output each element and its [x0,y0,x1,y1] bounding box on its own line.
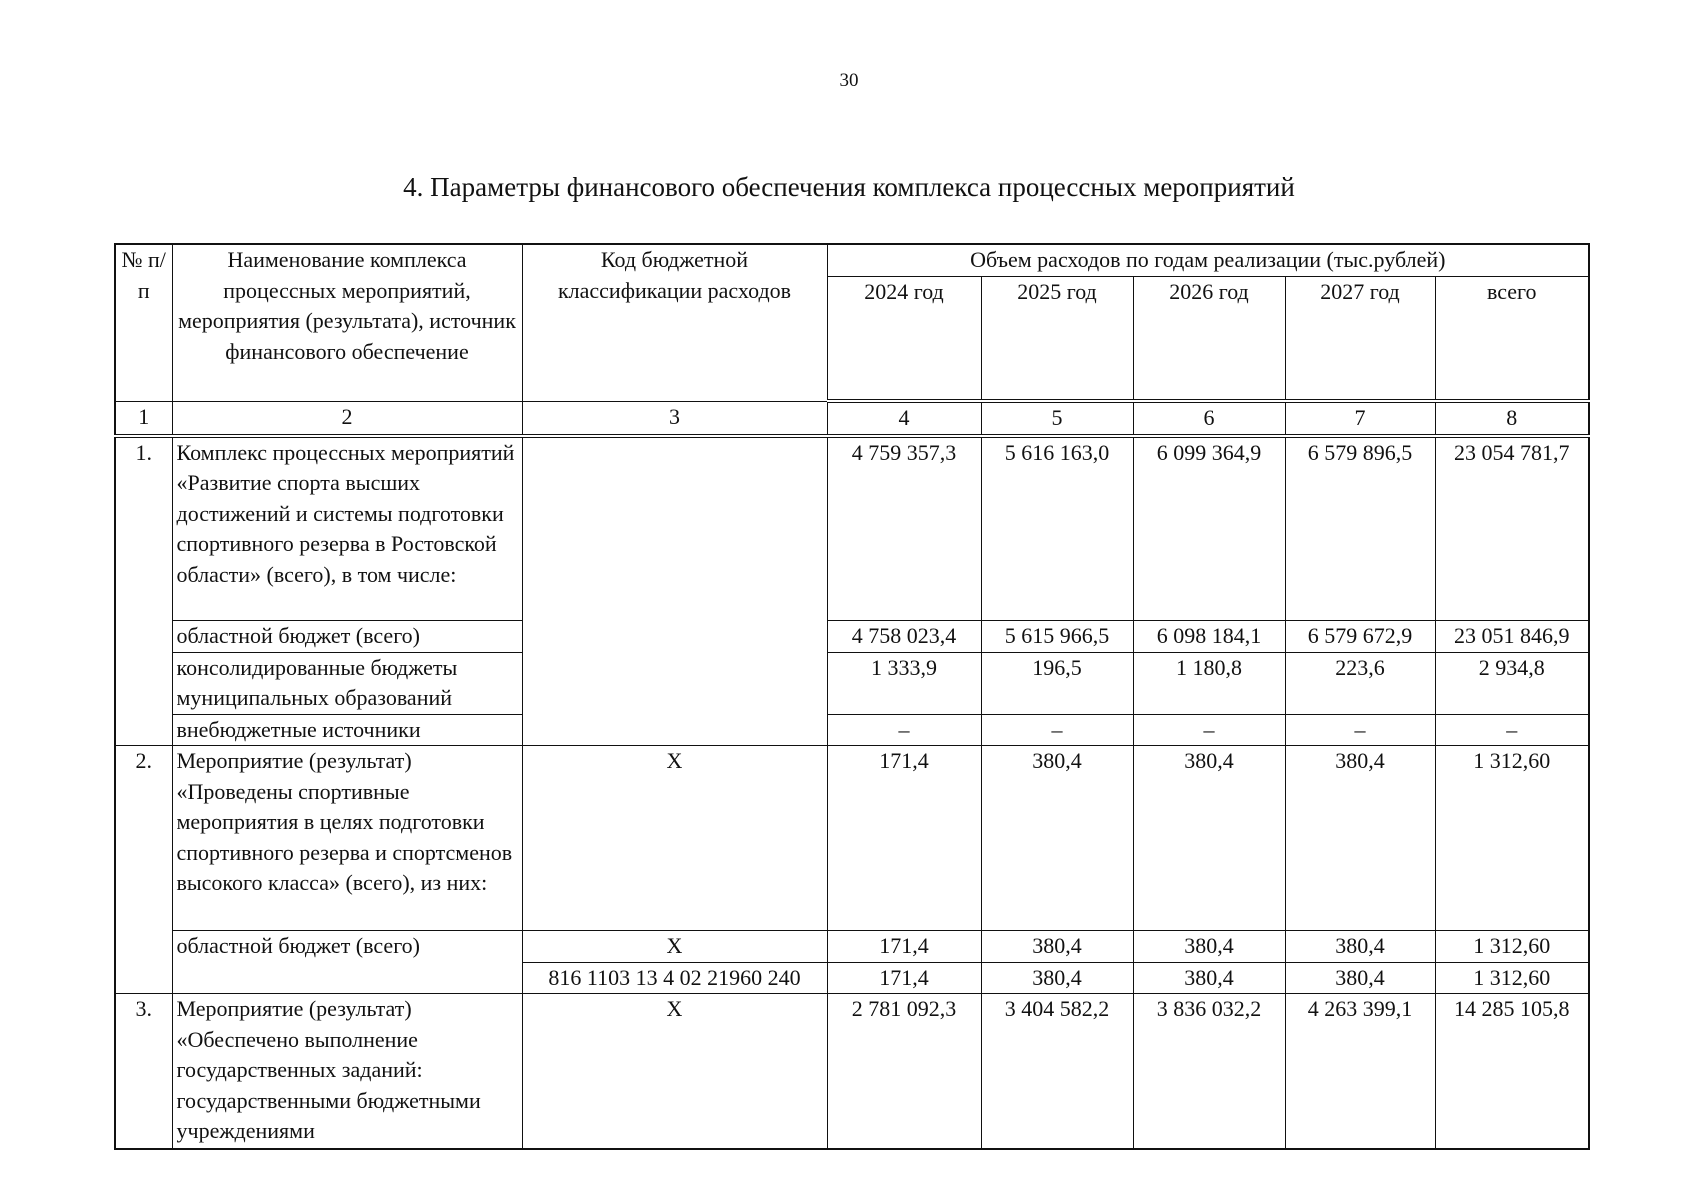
value-2026: 6 099 364,9 [1133,436,1285,621]
page-number: 30 [839,70,859,91]
header-col-name: Наименование комплекса процессных мероприятий, мероприятия (результата), источник финансового обеспечение [172,244,522,401]
header-col-num: № п/п [115,244,172,401]
value-2027: 4 263 399,1 [1285,994,1435,1149]
row-name: областной бюджет (всего) [172,931,522,994]
table-row [115,994,1589,1149]
numbering-cell: 2 [172,401,522,436]
value-total: 23 051 846,9 [1435,621,1589,653]
value-total: 1 312,60 [1435,746,1589,931]
row-name: внебюджетные источники [172,714,522,746]
value-total: 1 312,60 [1435,931,1589,963]
value-2025: 196,5 [981,652,1133,714]
table-row [115,652,1589,714]
value-2026: 6 098 184,1 [1133,621,1285,653]
value-total: 23 054 781,7 [1435,436,1589,621]
value-total: 2 934,8 [1435,652,1589,714]
value-2025: 380,4 [981,962,1133,994]
value-2026: 380,4 [1133,962,1285,994]
value-total: – [1435,714,1589,746]
value-2026: 380,4 [1133,746,1285,931]
value-2027: 380,4 [1285,962,1435,994]
section-title: 4. Параметры финансового обеспечения комплекса процессных мероприятий [403,172,1295,202]
numbering-cell: 3 [522,401,827,436]
header-col-volume: Объем расходов по годам реализации (тыс.рублей) [827,244,1589,276]
value-2024: 171,4 [827,962,981,994]
value-2024: 2 781 092,3 [827,994,981,1149]
value-2025: 5 615 966,5 [981,621,1133,653]
table-row [115,621,1589,653]
numbering-row [115,401,1589,436]
value-2024: 171,4 [827,746,981,931]
row-number: 2. [115,746,172,994]
row-name: областной бюджет (всего) [172,621,522,653]
numbering-cell: 5 [981,401,1133,436]
header-col-code: Код бюджетной классификации расходов [522,244,827,401]
table-row [115,436,1589,621]
header-year-2025: 2025 год [981,276,1133,401]
value-2024: 171,4 [827,931,981,963]
table-row [115,746,1589,931]
numbering-cell: 7 [1285,401,1435,436]
value-2025: 5 616 163,0 [981,436,1133,621]
row-code: 816 1103 13 4 02 21960 240 [522,962,827,994]
numbering-cell: 4 [827,401,981,436]
value-2026: 1 180,8 [1133,652,1285,714]
header-year-total: всего [1435,276,1589,401]
row-name: Комплекс процессных мероприятий «Развитие спорта высших достижений и системы подготовки спортивного резерва в Ростовской области» (всего), в том числе: [172,436,522,621]
numbering-cell: 6 [1133,401,1285,436]
value-2024: 4 758 023,4 [827,621,981,653]
value-2024: 4 759 357,3 [827,436,981,621]
row-name: консолидированные бюджеты муниципальных образований [172,652,522,714]
value-2027: 380,4 [1285,746,1435,931]
row-code [522,436,827,746]
numbering-cell: 1 [115,401,172,436]
value-2026: – [1133,714,1285,746]
row-number: 3. [115,994,172,1149]
value-2027: 223,6 [1285,652,1435,714]
table-row [115,931,1589,963]
row-code: Х [522,994,827,1149]
table-row [115,714,1589,746]
value-total: 1 312,60 [1435,962,1589,994]
row-code: Х [522,931,827,963]
header-year-2027: 2027 год [1285,276,1435,401]
value-2024: – [827,714,981,746]
value-2026: 380,4 [1133,931,1285,963]
value-2027: – [1285,714,1435,746]
row-name: Мероприятие (результат) «Обеспечено выполнение государственных заданий: государственными бюджетными учреждениями [172,994,522,1149]
value-2024: 1 333,9 [827,652,981,714]
value-2025: 3 404 582,2 [981,994,1133,1149]
header-row-1 [115,244,1589,276]
value-2025: 380,4 [981,746,1133,931]
value-2027: 6 579 672,9 [1285,621,1435,653]
row-number: 1. [115,436,172,746]
row-name: Мероприятие (результат) «Проведены спортивные мероприятия в целях подготовки спортивного резерва и спортсменов высокого класса» (всего), из них: [172,746,522,931]
financing-table [114,243,1590,1150]
value-2025: – [981,714,1133,746]
value-2027: 380,4 [1285,931,1435,963]
value-total: 14 285 105,8 [1435,994,1589,1149]
value-2027: 6 579 896,5 [1285,436,1435,621]
header-year-2026: 2026 год [1133,276,1285,401]
value-2025: 380,4 [981,931,1133,963]
row-code: Х [522,746,827,931]
numbering-cell: 8 [1435,401,1589,436]
value-2026: 3 836 032,2 [1133,994,1285,1149]
header-year-2024: 2024 год [827,276,981,401]
